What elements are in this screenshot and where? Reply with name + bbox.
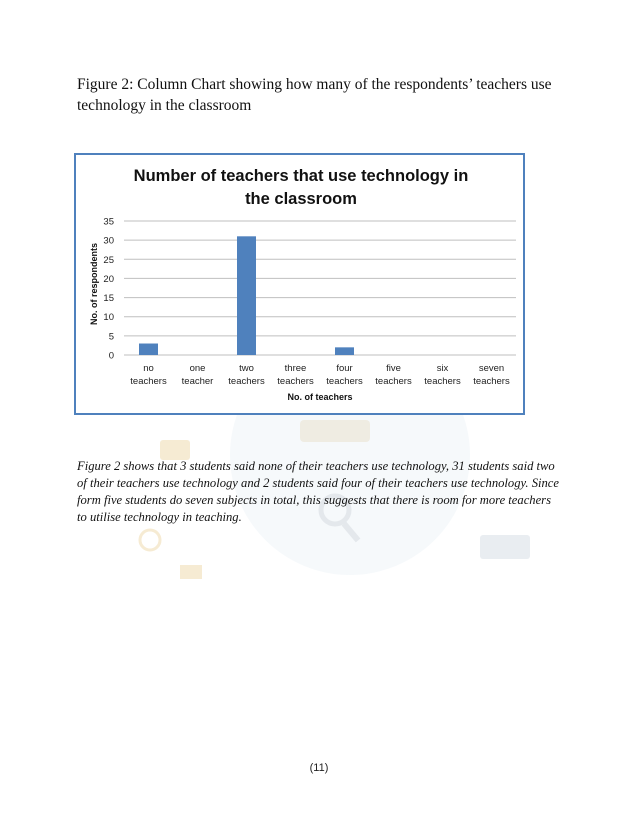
y-tick-label-10: 10 [103,312,114,324]
y-tick-label-20: 20 [103,273,114,285]
y-tick-label-30: 30 [103,235,114,247]
figure-caption-line-1: Figure 2: Column Chart showing how many of the respondents’ teachers use [77,76,552,93]
x-tick-label-four-teachers-line-2: teachers [326,376,363,387]
chart-title-line-1: Number of teachers that use technology in [133,167,469,185]
y-tick-label-25: 25 [103,254,114,266]
x-tick-label-six-teachers-line-1: six [436,363,449,374]
figure-caption-line-2: technology in the classroom [77,97,252,114]
x-tick-label-seven-teachers-line-2: teachers [473,376,510,387]
figure-description-paragraph: Figure 2 shows that 3 students said none of their teachers use technology, 31 students said two of their teachers use technology and 2 students said four of their teachers use technology. Since form five students do seven subjects in total, this suggests that there is room for more teachers to utilise technology in teaching. [77,459,559,524]
bar-two-teachers [237,236,256,355]
x-tick-label-no-teachers-line-2: teachers [130,376,167,387]
x-axis-label: No. of teachers [287,392,353,402]
page-number: (11) [309,762,329,774]
x-tick-label-no-teachers-line-1: no [143,363,154,374]
x-tick-label-two-teachers-line-2: teachers [228,376,265,387]
y-tick-label-0: 0 [108,350,114,362]
x-tick-label-seven-teachers-line-1: seven [478,363,505,374]
x-tick-label-three-teachers-line-2: teachers [277,376,314,387]
y-tick-label-5: 5 [108,331,114,343]
y-tick-label-35: 35 [103,216,114,228]
x-tick-label-six-teachers-line-2: teachers [424,376,461,387]
x-tick-label-two-teachers-line-1: two [239,363,254,374]
x-tick-label-four-teachers-line-1: four [336,363,353,374]
bar-no-teachers [139,344,158,355]
column-chart-frame [74,153,525,415]
x-tick-label-one-teacher-line-1: one [189,363,206,374]
bar-four-teachers [335,347,354,355]
column-chart [76,155,523,413]
x-tick-label-three-teachers-line-1: three [284,363,307,374]
x-tick-label-one-teacher-line-2: teacher [181,376,214,387]
x-tick-label-five-teachers-line-1: five [386,363,401,374]
y-axis-label: No. of respondents [89,242,99,326]
figure-caption [77,74,577,116]
chart-title-line-2: the classroom [245,190,357,208]
y-tick-label-15: 15 [103,293,114,305]
x-tick-label-five-teachers-line-2: teachers [375,376,412,387]
